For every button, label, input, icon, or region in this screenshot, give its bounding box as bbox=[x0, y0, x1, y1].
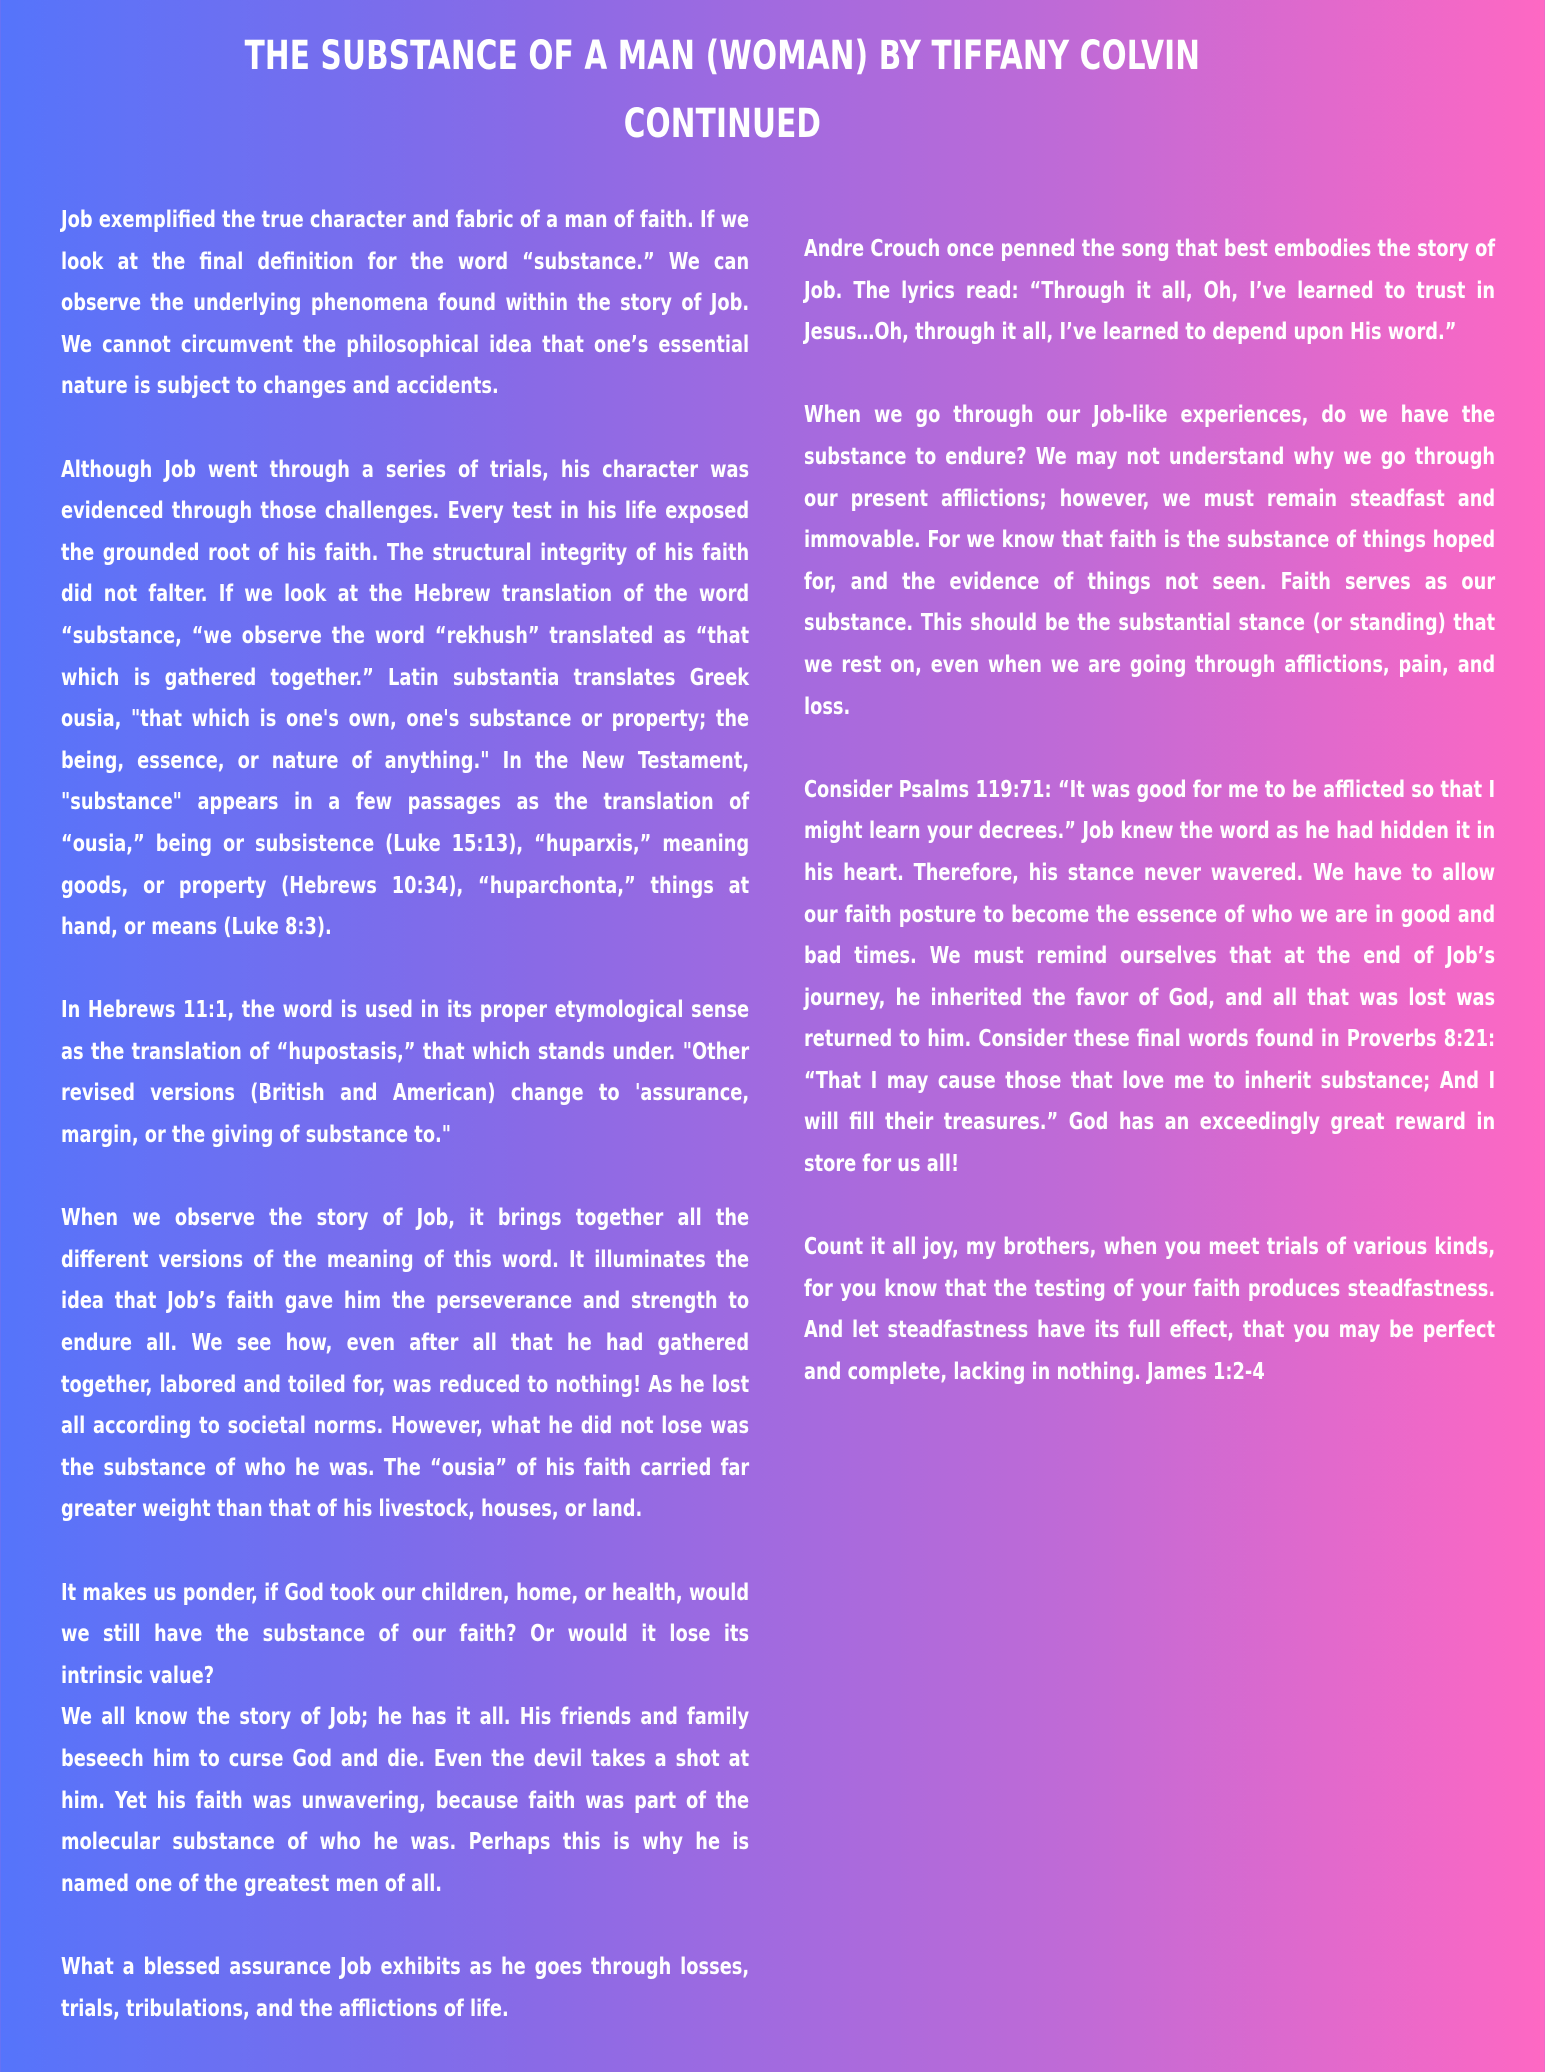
left-paragraph-6: What a blessed assurance Job exhibits as he goes through losses, trials, tribulations, and the afflictions of life. bbox=[61, 1953, 750, 2022]
title-line-1: THE SUBSTANCE OF A MAN (WOMAN) BY TIFFANY COLVIN bbox=[244, 33, 1201, 79]
left-paragraph-5a: It makes us ponder, if God took our children, home, or health, would we still have the substance of our faith? Or would it lose its intrinsic value? bbox=[61, 1579, 750, 1689]
left-paragraph-1: Job exemplified the true character and fabric of a man of faith. If we look at the final definition for the word “substance.” We can observe the underlying phenomena found within the story of Job. We cannot circumvent the philosophical idea that one’s essential nature is subject to changes and accidents. bbox=[61, 207, 750, 400]
title-line-2: CONTINUED bbox=[623, 101, 822, 147]
left-paragraph-3: In Hebrews 11:1, the word is used in its proper etymological sense as the translation of “hupostasis,” that which stands under. "Other revised versions (British and American) change to 'assurance, margin, or the giving of substance to." bbox=[61, 997, 750, 1149]
right-paragraph-4: Count it all joy, my brothers, when you meet trials of various kinds, for you know that the testing of your faith produces steadfastness. And let steadfastness have its full effect, that you may be perfect and complete, lacking in nothing. James 1:2-4 bbox=[804, 1234, 1496, 1386]
left-paragraph-5b: We all know the story of Job; he has it all. His friends and family beseech him to curse God and die. Even the devil takes a shot at him. Yet his faith was unwavering, because faith was part of the molecular substance of who he was. Perhaps this is why he is named one of the greatest men of all. bbox=[61, 1704, 750, 1897]
page-title bbox=[130, 22, 1315, 158]
left-paragraph-2: Although Job went through a series of trials, his character was evidenced through those challenges. Every test in his life exposed the grounded root of his faith. The structural integrity of his faith did not falter. If we look at the Hebrew translation of the word “substance, “we observe the word “rekhush” translated as “that which is gathered together.” Latin substantia translates Greek ousia, "that which is one's own, one's substance or property; the being, essence, or nature of anything." In the New Testament, "substance" appears in a few passages as the translation of “ousia,” being or subsistence (Luke 15:13), “huparxis,” meaning goods, or property (Hebrews 10:34), “huparchonta,” things at hand, or means (Luke 8:3). bbox=[61, 456, 750, 941]
right-paragraph-3: Consider Psalms 119:71: “It was good for me to be afflicted so that I might learn your decrees.” Job knew the word as he had hidden it in his heart. Therefore, his stance never wavered. We have to allow our faith posture to become the essence of who we are in good and bad times. We must remind ourselves that at the end of Job’s journey, he inherited the favor of God, and all that was lost was returned to him. Consider these final words found in Proverbs 8:21: “That I may cause those that love me to inherit substance; And I will fill their treasures.” God has an exceedingly great reward in store for us all! bbox=[804, 776, 1496, 1178]
left-paragraph-4: When we observe the story of Job, it brings together all the different versions of the meaning of this word. It illuminates the idea that Job’s faith gave him the perseverance and strength to endure all. We see how, even after all that he had gathered together, labored and toiled for, was reduced to nothing! As he lost all according to societal norms. However, what he did not lose was the substance of who he was. The “ousia” of his faith carried far greater weight than that of his livestock, houses, or land. bbox=[61, 1205, 750, 1523]
right-paragraph-1: Andre Crouch once penned the song that best embodies the story of Job. The lyrics read: “Through it all, Oh, I’ve learned to trust in Jesus…Oh, through it all, I’ve learned to depend upon His word.” bbox=[804, 236, 1496, 346]
left-column bbox=[61, 200, 749, 2072]
right-paragraph-2: When we go through our Job-like experiences, do we have the substance to endure? We may not understand why we go through our present afflictions; however, we must remain steadfast and immovable. For we know that faith is the substance of things hoped for, and the evidence of things not seen. Faith serves as our substance. This should be the substantial stance (or standing) that we rest on, even when we are going through afflictions, pain, and loss. bbox=[804, 402, 1496, 720]
right-column bbox=[804, 229, 1495, 1435]
